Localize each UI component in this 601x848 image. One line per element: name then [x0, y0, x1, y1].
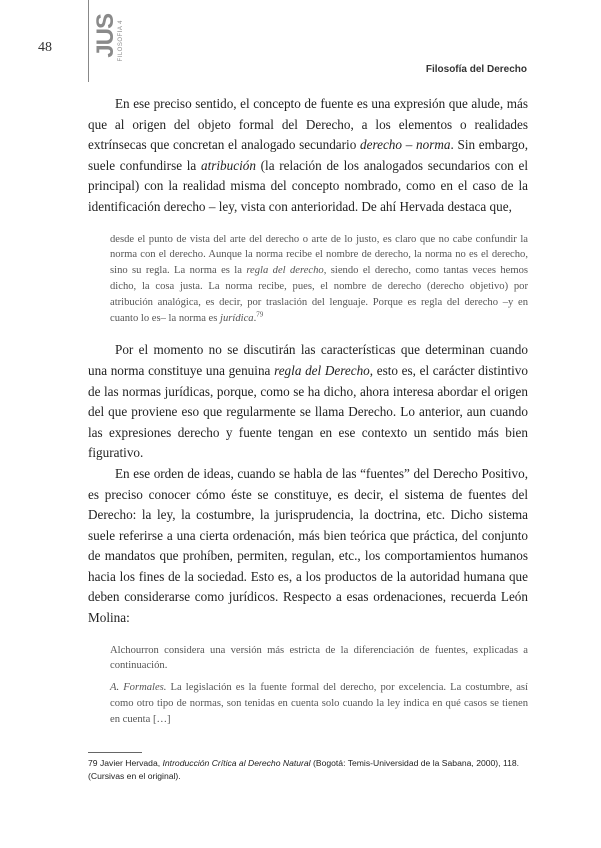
text: La legislación es la fuente formal del derecho, por excelencia. La costumbre, así como otro tipo de normas, son tenidas en cuenta solo cuando la ley indica en qué casos se tienen en cuenta […]	[110, 682, 528, 725]
block-quote-alchourron: Alchourron considera una versión más estricta de la diferenciación de fuentes, explicadas a continuación.	[110, 644, 528, 672]
block-quote-hervada	[110, 232, 528, 327]
footnote-ref: 79	[256, 310, 264, 319]
emphasis: regla del Derecho	[274, 362, 370, 378]
footnote-79	[88, 757, 534, 783]
emphasis: atribución	[201, 157, 256, 173]
paragraph-2	[88, 340, 528, 464]
block-quote-formales	[110, 680, 528, 727]
page-number: 48	[38, 40, 52, 55]
text: (la relación de los analogados secundarios con el principal) con la realidad misma del concepto nombrado, como en el caso de la identificación derecho – ley, vista con anterioridad. De ahí Hervada destaca que,	[88, 157, 528, 214]
footnote-divider	[88, 752, 142, 753]
text: . Sin embargo, suele confundirse la	[88, 137, 528, 173]
journal-logo	[92, 14, 126, 76]
emphasis: jurídica	[220, 312, 254, 324]
emphasis: Introducción Crítica al Derecho Natural	[162, 758, 311, 768]
header-divider	[88, 0, 89, 82]
text: , siendo el derecho, como tantas veces hemos dicho, la cosa justa. La norma recibe, pues, el nombre de derecho (derecho objetivo) por atribución analógica, es decir, por traslación del lenguaje. Porque es regla del derecho –y en cuanto lo es– la norma es	[110, 265, 528, 324]
paragraph-1	[88, 94, 528, 218]
text: En ese preciso sentido, el concepto de fuente es una expresión que alude, más que al origen del objeto formal del Derecho, a los elementos o realidades extrínsecas que concretan el analogado secundario	[88, 96, 528, 153]
text: 79 Javier Hervada,	[88, 758, 163, 768]
main-text	[88, 94, 528, 728]
emphasis: derecho – norma	[360, 137, 451, 153]
text: desde el punto de vista del arte del derecho o arte de lo justo, es claro que no cabe confundir la norma con el derecho. Aunque la norma recibe el nombre de derecho, la norma no es el derecho, sino su regla. La norma es la	[110, 233, 528, 277]
text: Por el momento no se discutirán las características que determinan cuando una norma constituye una genuina	[88, 342, 528, 378]
logo-main: JUS	[92, 14, 119, 58]
emphasis: regla del derecho	[246, 265, 324, 277]
text: (Bogotá: Temis-Universidad de la Sabana, 2000), 118. (Cursivas en el original).	[88, 758, 520, 781]
logo-subtitle: FILOSOFÍA 4	[118, 20, 124, 62]
paragraph-3: En ese orden de ideas, cuando se habla de las “fuentes” del Derecho Positivo, es preciso conocer cómo éste se constituye, es decir, el sistema de fuentes del Derecho: la ley, la costumbre, la jurisprudencia, la doctrina, etc. Dicho sistema suele referirse a una cierta ordenación, más bien teórica que práctica, del conjunto de mandatos que prohíben, permiten, regulan, etc., los comportamientos humanos hacia los fines de la sociedad. Esto es, a los productos de la autoridad humana que deben considerarse como jurídicos. Respecto a esas ordenaciones, recuerda León Molina:	[88, 465, 528, 626]
running-head: Filosofía del Derecho	[425, 64, 527, 75]
text: .	[253, 312, 257, 324]
text: , esto es, el carácter distintivo de las normas jurídicas, porque, como se ha dicho, ahora interesa abordar el origen del que proviene eso que regularmente se llama Derecho. Lo anterior, aun cuando las expresiones derecho y fuente tengan en ese contexto un sentido más bien figurativo.	[88, 362, 528, 461]
emphasis: A. Formales.	[110, 682, 167, 694]
